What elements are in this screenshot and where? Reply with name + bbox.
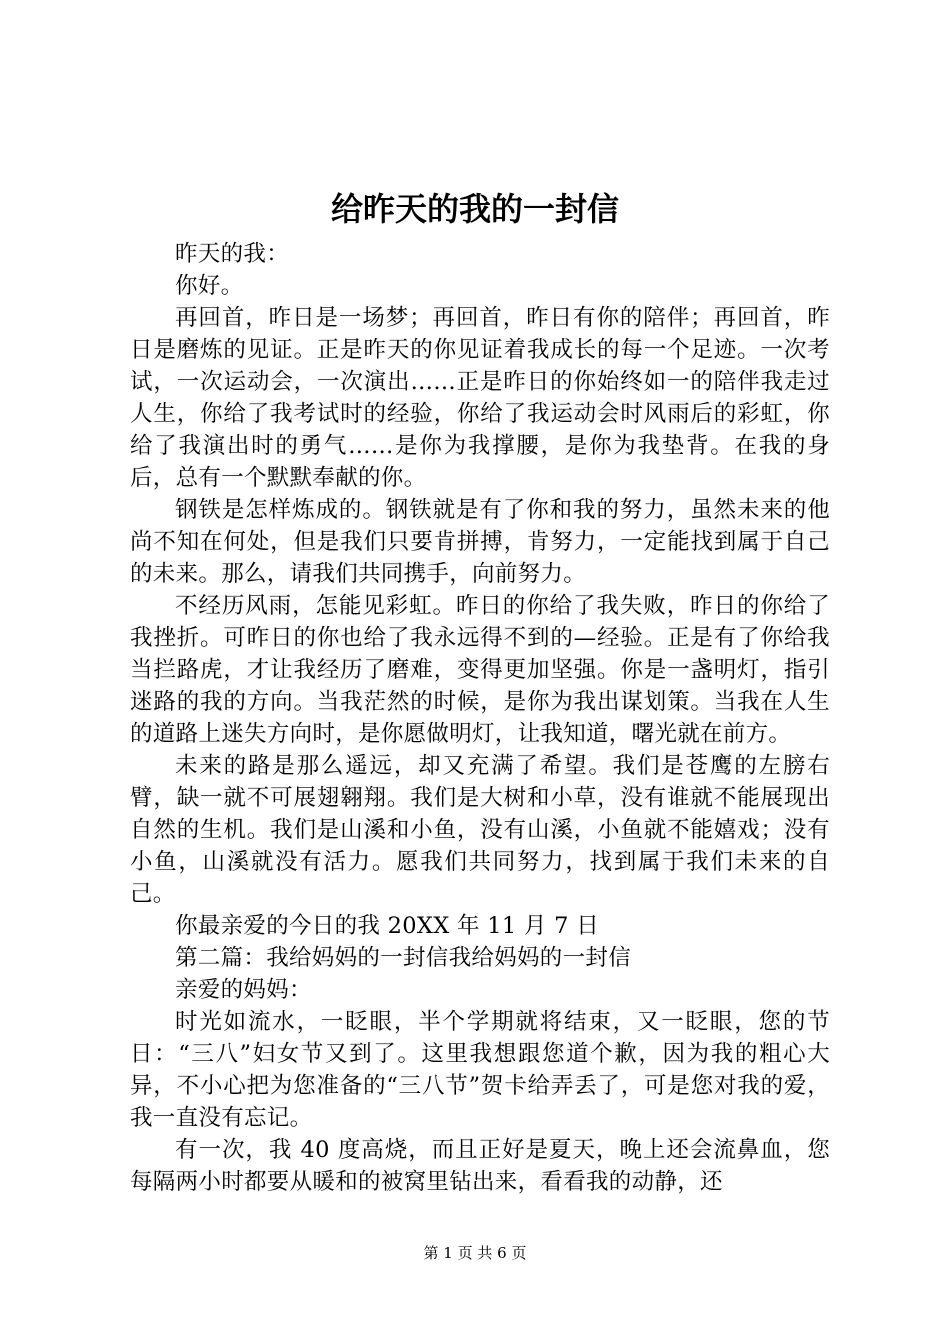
signature-line: 你最亲爱的今日的我 20XX 年 11 月 7 日	[175, 913, 600, 939]
body-paragraph: 未来的路是那么遥远，却又充满了希望。我们是苍鹰的左膀右臂，缺一就不可展翅翱翔。我们是大树和小草，没有谁就不能展现出自然的生机。我们是山溪和小鱼，没有山溪，小鱼就不能嬉戏；没有小鱼，山溪就没有活力。愿我们共同努力，找到属于我们未来的自己。	[130, 753, 830, 907]
document-body	[130, 238, 830, 1198]
section-heading: 第二篇：我给妈妈的一封信我给妈妈的一封信	[175, 945, 632, 971]
page-footer: 第 1 页 共 6 页	[423, 1244, 527, 1262]
body-paragraph: 有一次，我 40 度高烧，而且正好是夏天，晚上还会流鼻血，您每隔两小时都要从暖和的被窝里钻出来，看看我的动静，还	[130, 1137, 830, 1195]
body-paragraph: 时光如流水，一眨眼，半个学期就将结束，又一眨眼，您的节日：“三八”妇女节又到了。这里我想跟您道个歉，因为我的粗心大异，不小心把为您准备的“三八节”贺卡给弄丢了，可是您对我的爱，我一直没有忘记。	[130, 1009, 830, 1131]
body-paragraph: 不经历风雨，怎能见彩虹。昨日的你给了我失败，昨日的你给了我挫折。可昨日的你也给了我永远得不到的—经验。正是有了你给我当拦路虎，才让我经历了磨难，变得更加坚强。你是一盏明灯，指引迷路的我的方向。当我茫然的时候，是你为我出谋划策。当我在人生的道路上迷失方向时，是你愿做明灯，让我知道，曙光就在前方。	[130, 593, 830, 747]
body-paragraph: 钢铁是怎样炼成的。钢铁就是有了你和我的努力，虽然未来的他尚不知在何处，但是我们只要肯拼搏，肯努力，一定能找到属于自己的未来。那么，请我们共同携手，向前努力。	[130, 497, 830, 587]
salutation: 昨天的我：	[175, 241, 290, 267]
greeting: 你好。	[175, 273, 244, 299]
body-paragraph: 再回首，昨日是一场梦；再回首，昨日有你的陪伴；再回首，昨日是磨炼的见证。正是昨天的你见证着我成长的每一个足迹。一次考试，一次运动会，一次演出……正是昨日的你始终如一的陪伴我走过人生，你给了我考试时的经验，你给了我运动会时风雨后的彩虹，你给了我演出时的勇气……是你为我撑腰，是你为我垫背。在我的身后，总有一个默默奉献的你。	[130, 305, 830, 491]
document-title: 给昨天的我的一封信	[330, 190, 619, 228]
salutation: 亲爱的妈妈：	[175, 977, 312, 1003]
